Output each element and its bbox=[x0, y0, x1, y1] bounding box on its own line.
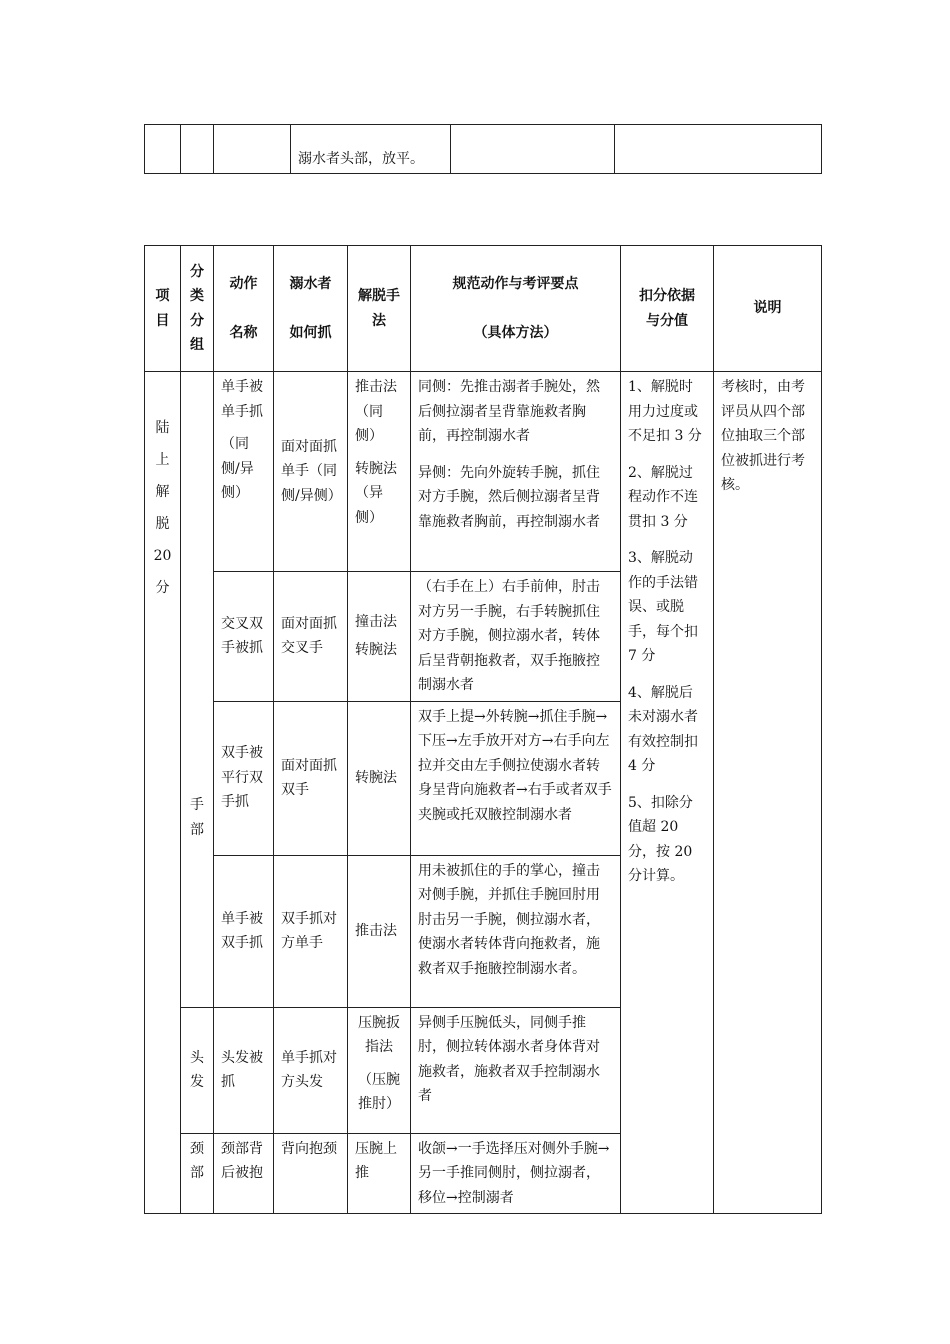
method-text: 转腕法 bbox=[355, 642, 397, 659]
header-text: 分 bbox=[190, 312, 204, 329]
grab-cell: 背向抱颈 bbox=[274, 1133, 348, 1214]
header-text: 组 bbox=[190, 337, 204, 353]
spacer bbox=[628, 449, 706, 461]
header-method bbox=[348, 246, 411, 372]
fragment-table bbox=[144, 124, 822, 174]
group-neck: 颈部 bbox=[181, 1133, 214, 1214]
spec-cell: 收颌→一手选择压对侧外手腕→另一手推同侧肘，侧拉溺者，移位→控制溺者 bbox=[411, 1133, 621, 1214]
deduction-item: 4、解脱后未对溺水者有效控制扣 4 分 bbox=[628, 684, 698, 774]
fragment-cell bbox=[181, 125, 214, 174]
method-cell: 转腕法 bbox=[348, 701, 411, 855]
group-hand: 手部 bbox=[181, 372, 214, 1008]
method-cell: 推击法 bbox=[348, 855, 411, 1007]
spec-cell: （右手在上）右手前伸，肘击对方另一手腕，右手转腕抓住对方手腕，侧拉溺水者，转体后呈背朝拖救者，双手拖腋控制溺水者 bbox=[411, 572, 621, 702]
header-text: 目 bbox=[155, 312, 170, 329]
method-cell bbox=[348, 572, 411, 702]
header-action bbox=[214, 246, 274, 372]
header-text: 名称 bbox=[229, 324, 258, 341]
spec-cell bbox=[411, 372, 621, 572]
spacer bbox=[418, 297, 613, 321]
action-text: 单手被单手抓 bbox=[221, 379, 263, 420]
header-group bbox=[181, 246, 214, 372]
spacer bbox=[355, 1060, 403, 1068]
header-item bbox=[145, 246, 181, 372]
fragment-cell bbox=[451, 125, 615, 174]
note-cell: 考核时，由考评员从四个部位抽取三个部位被抓进行考核。 bbox=[714, 372, 822, 1214]
header-text: 法 bbox=[372, 312, 386, 329]
deduction-item: 1、解脱时用力过度或不足扣 3 分 bbox=[628, 379, 702, 444]
fragment-cell bbox=[214, 125, 291, 174]
spacer bbox=[221, 424, 266, 432]
method-cell bbox=[348, 1007, 411, 1133]
header-note: 说明 bbox=[714, 246, 822, 372]
deduction-item: 5、扣除分值超 20 分，按 20 分计算。 bbox=[628, 794, 693, 884]
grab-cell: 面对面抓交叉手 bbox=[274, 572, 348, 702]
item-char: 上 bbox=[155, 452, 170, 468]
spacer bbox=[418, 449, 613, 461]
header-text: 溺水者 bbox=[289, 276, 332, 292]
spec-cell: 用未被抓住的手的掌心，撞击对侧手腕，并抓住手腕回肘用肘击另一手腕，侧拉溺水者，使溺水者转体背向拖救者，施救者双手拖腋控制溺水者。 bbox=[411, 855, 621, 1007]
header-text: 项 bbox=[155, 288, 170, 304]
header-grab bbox=[274, 246, 348, 372]
spec-cell: 异侧手压腕低头，同侧手推肘，侧拉转体溺水者身体背对施救者，施救者双手控制溺水者 bbox=[411, 1007, 621, 1133]
method-text: 推击法（同侧） bbox=[355, 379, 397, 444]
spec-text: 异侧：先向外旋转手腕，抓住对方手腕，然后侧拉溺者呈背靠施救者胸前，再控制溺水者 bbox=[418, 464, 600, 530]
spacer bbox=[628, 779, 706, 791]
grab-cell: 单手抓对方头发 bbox=[274, 1007, 348, 1133]
method-cell bbox=[348, 372, 411, 572]
header-text: 与分值 bbox=[646, 312, 688, 329]
item-char: 陆 bbox=[155, 420, 170, 436]
item-char: 20 bbox=[153, 548, 172, 564]
method-cell: 压腕上推 bbox=[348, 1133, 411, 1214]
deduction-cell bbox=[621, 372, 714, 1214]
item-char: 脱 bbox=[155, 516, 170, 532]
table-row bbox=[145, 372, 822, 572]
method-text: （压腕推肘） bbox=[358, 1071, 400, 1112]
header-text: 动作 bbox=[229, 276, 258, 292]
action-cell: 单手被双手抓 bbox=[214, 855, 274, 1007]
spec-text: 同侧：先推击溺者手腕处，然后侧拉溺者呈背靠施救者胸前，再控制溺水者 bbox=[418, 379, 600, 444]
item-char: 解 bbox=[155, 484, 170, 500]
action-cell: 头发被抓 bbox=[214, 1007, 274, 1133]
method-text: 转腕法（异侧） bbox=[355, 460, 397, 526]
fragment-cell bbox=[145, 125, 181, 174]
group-hair: 头发 bbox=[181, 1007, 214, 1133]
fragment-row bbox=[145, 125, 822, 174]
header-text: 如何抓 bbox=[289, 324, 332, 341]
header-text: 规范动作与考评要点 bbox=[452, 276, 579, 292]
header-text: 分 bbox=[190, 263, 204, 280]
spacer bbox=[281, 297, 340, 321]
action-cell: 双手被平行双手抓 bbox=[214, 701, 274, 855]
grab-cell: 面对面抓双手 bbox=[274, 701, 348, 855]
header-row bbox=[145, 246, 822, 372]
header-spec bbox=[411, 246, 621, 372]
spacer bbox=[628, 534, 706, 546]
header-text: 解脱手 bbox=[358, 288, 400, 304]
fragment-cell: 溺水者头部，放平。 bbox=[291, 125, 451, 174]
grab-cell: 双手抓对方单手 bbox=[274, 855, 348, 1007]
spacer bbox=[221, 297, 266, 321]
assessment-table bbox=[144, 245, 822, 1214]
spacer bbox=[355, 449, 403, 457]
header-text: 扣分依据 bbox=[639, 288, 695, 304]
item-cell bbox=[145, 372, 181, 1214]
method-text: 压腕扳指法 bbox=[358, 1014, 400, 1055]
fragment-cell bbox=[615, 125, 822, 174]
spacer bbox=[628, 669, 706, 681]
action-cell bbox=[214, 372, 274, 572]
deduction-item: 3、解脱动作的手法错误、或脱手，每个扣 7 分 bbox=[628, 550, 698, 664]
deduction-item: 2、解脱过程动作不连贯扣 3 分 bbox=[628, 464, 698, 530]
method-text: 撞击法 bbox=[355, 613, 397, 630]
header-deduct bbox=[621, 246, 714, 372]
item-char: 分 bbox=[155, 580, 170, 596]
action-cell: 交叉双手被抓 bbox=[214, 572, 274, 702]
grab-cell: 面对面抓单手（同侧/异侧） bbox=[274, 372, 348, 572]
header-text: （具体方法） bbox=[473, 324, 558, 341]
action-text: （同侧/异侧） bbox=[221, 436, 254, 501]
spec-cell: 双手上提→外转腕→抓住手腕→下压→左手放开对方→右手向左拉并交由左手侧拉使溺水者转身呈背向施救者→右手或者双手夹腕或托双腋控制溺水者 bbox=[411, 701, 621, 855]
action-cell: 颈部背后被抱 bbox=[214, 1133, 274, 1214]
header-text: 类 bbox=[190, 288, 204, 304]
